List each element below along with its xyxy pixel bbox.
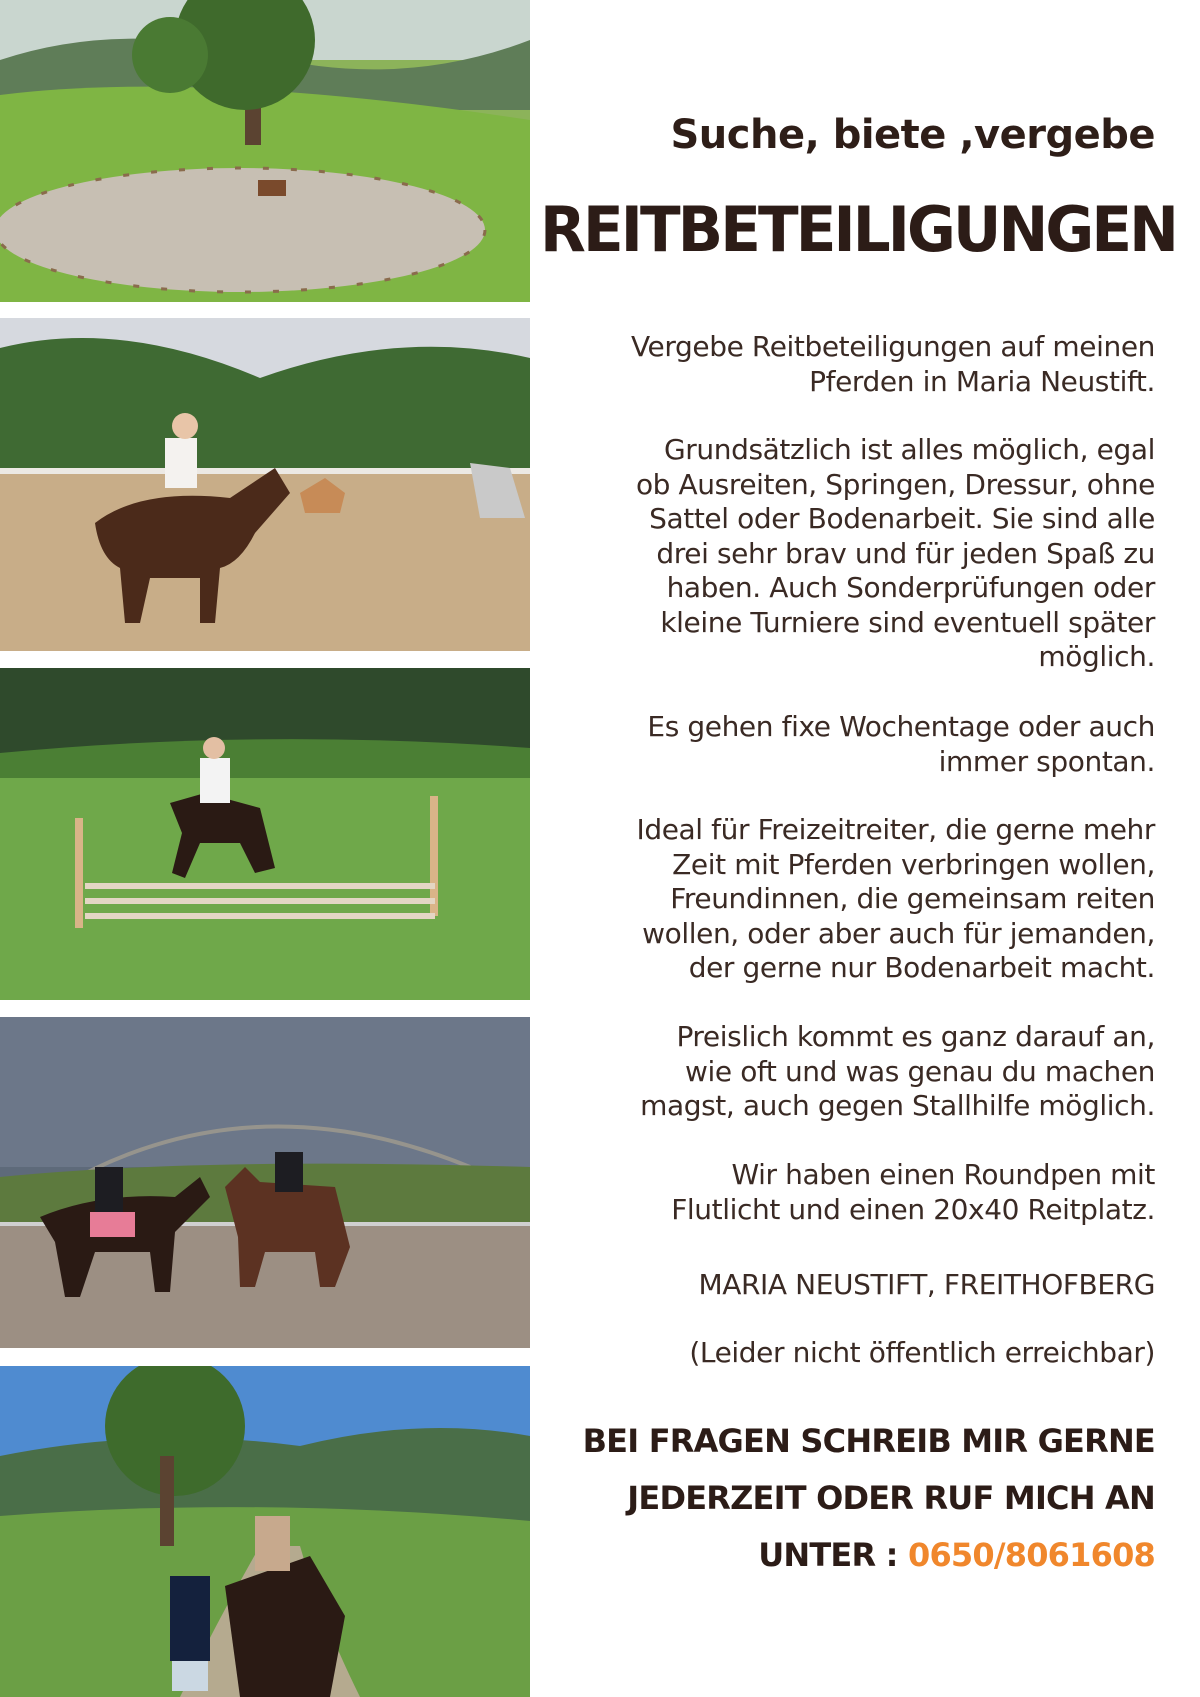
page-title: REITBETEILIGUNGEN: [540, 193, 1177, 266]
text-line: der gerne nur Bodenarbeit macht.: [688, 951, 1155, 984]
phone-number-link[interactable]: 0650/8061608: [907, 1536, 1155, 1574]
location-text: MARIA NEUSTIFT, FREITHOFBERG: [698, 1268, 1155, 1301]
text-line: Wir haben einen Roundpen mit: [731, 1158, 1155, 1191]
text-line: Preislich kommt es ganz darauf an,: [676, 1020, 1155, 1053]
text-line: Freundinnen, die gemeinsam reiten: [670, 882, 1155, 915]
contact-line-phone: [545, 1527, 1155, 1584]
text-line: Zeit mit Pferden verbringen wollen,: [672, 847, 1155, 881]
paragraph-schedule: [545, 710, 1155, 779]
paragraph-facilities: [545, 1158, 1155, 1227]
text-line: möglich.: [1038, 640, 1155, 673]
text-line: ob Ausreiten, Springen, Dressur, ohne: [635, 467, 1155, 501]
text-line: Flutlicht und einen 20x40 Reitplatz.: [671, 1192, 1155, 1226]
paragraph-intro: [545, 330, 1155, 399]
text-line: Es gehen fixe Wochentage oder auch: [647, 710, 1155, 743]
text-line: Vergebe Reitbeteiligungen auf meinen: [630, 330, 1155, 363]
text-line: Grundsätzlich ist alles möglich, egal: [664, 433, 1155, 466]
access-note: (Leider nicht öffentlich erreichbar): [689, 1336, 1155, 1369]
roundpen-photo: [0, 0, 530, 302]
contact-block: [545, 1413, 1155, 1584]
text-line: wollen, oder aber auch für jemanden,: [642, 916, 1155, 950]
text-line: Pferden in Maria Neustift.: [809, 364, 1155, 398]
paragraph-options: [545, 433, 1155, 675]
text-line: immer spontan.: [938, 744, 1155, 778]
two-riders-rainbow-photo: [0, 1017, 530, 1348]
phone-prefix: UNTER :: [758, 1536, 908, 1574]
text-line: Sattel oder Bodenarbeit. Sie sind alle: [649, 502, 1155, 535]
subtitle: Suche, biete ,vergebe: [670, 112, 1155, 158]
text-line: magst, auch gegen Stallhilfe möglich.: [640, 1089, 1155, 1122]
text-line: wie oft und was genau du machen: [684, 1054, 1155, 1088]
show-jumping-photo: [0, 668, 530, 1000]
text-line: Ideal für Freizeitreiter, die gerne mehr: [636, 813, 1155, 846]
contact-line: JEDERZEIT ODER RUF MICH AN: [627, 1479, 1155, 1517]
paragraph-pricing: [545, 1020, 1155, 1124]
paragraph-audience: [545, 813, 1155, 986]
dressage-arena-photo: [0, 318, 530, 651]
contact-line: BEI FRAGEN SCHREIB MIR GERNE: [582, 1422, 1155, 1460]
trail-ride-photo: [0, 1366, 530, 1697]
text-line: kleine Turniere sind eventuell später: [660, 605, 1155, 639]
text-line: haben. Auch Sonderprüfungen oder: [666, 571, 1155, 604]
text-line: drei sehr brav und für jeden Spaß zu: [656, 536, 1155, 570]
